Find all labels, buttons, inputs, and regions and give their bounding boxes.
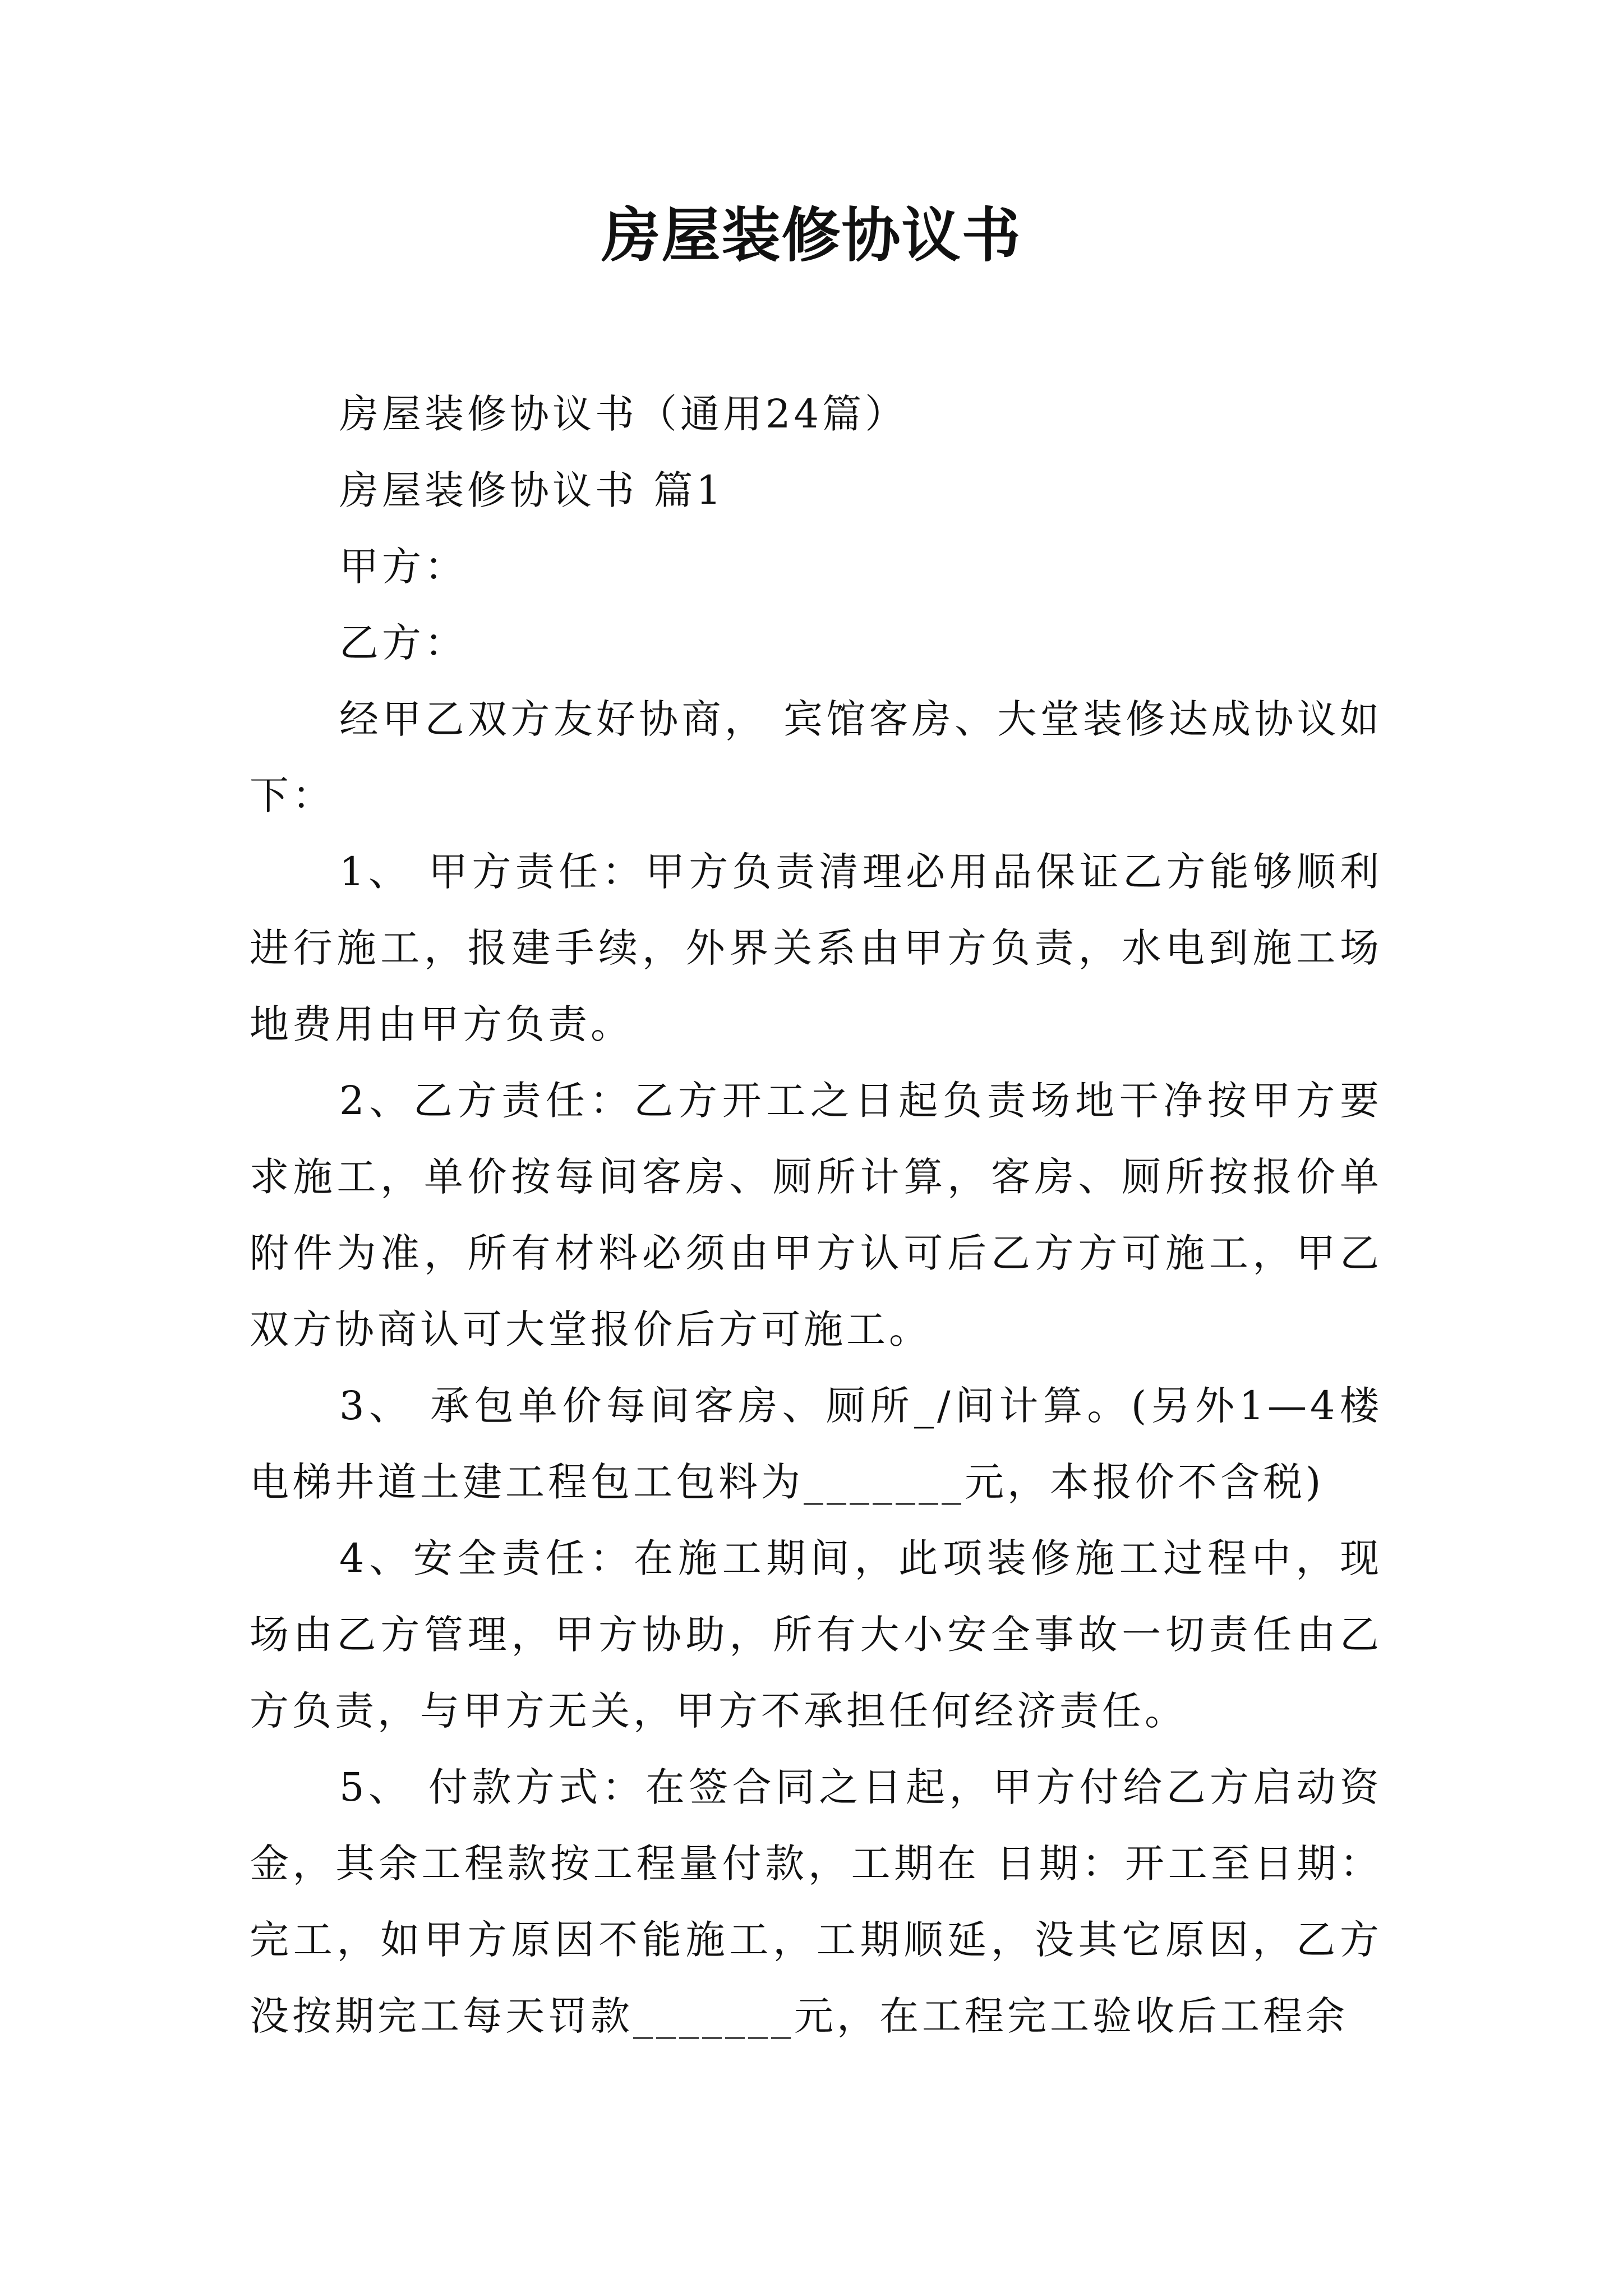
document-title: 房屋装修协议书	[601, 201, 1022, 270]
paragraph-clause-4: 4、安全责任：在施工期间，此项装修施工过程中，现场由乙方管理，甲方协助，所有大小安全事故一切责任由乙方负责，与甲方无关，甲方不承担任何经济责任。	[250, 1535, 1382, 1734]
paragraph-section-heading: 房屋装修协议书 篇1	[339, 467, 725, 513]
document-body	[250, 376, 1382, 2054]
paragraph-clause-1: 1、 甲方责任：甲方负责清理必用品保证乙方能够顺利进行施工，报建手续，外界关系由甲方负责，水电到施工场地费用由甲方负责。	[250, 849, 1382, 1047]
paragraph-clause-5: 5、 付款方式：在签合同之日起，甲方付给乙方启动资金，其余工程款按工程量付款，工期在 日期：开工至日期：完工，如甲方原因不能施工，工期顺延，没其它原因，乙方没按期完工每天罚款_______元，在工程完工验收后工程余	[250, 1764, 1382, 2039]
paragraph-subtitle: 房屋装修协议书（通用24篇）	[339, 391, 908, 437]
paragraph-intro: 经甲乙双方友好协商， 宾馆客房、大堂装修达成协议如下：	[250, 696, 1382, 818]
paragraph-party-a: 甲方：	[339, 544, 467, 590]
paragraph-party-b: 乙方：	[339, 620, 467, 666]
paragraph-clause-2: 2、乙方责任：乙方开工之日起负责场地干净按甲方要求施工，单价按每间客房、厕所计算，客房、厕所按报价单附件为准，所有材料必须由甲方认可后乙方方可施工，甲乙双方协商认可大堂报价后方可施工。	[250, 1078, 1382, 1352]
paragraph-clause-3: 3、 承包单价每间客房、厕所_/间计算。(另外1—4楼电梯井道土建工程包工包料为_______元，本报价不含税)	[250, 1383, 1382, 1505]
